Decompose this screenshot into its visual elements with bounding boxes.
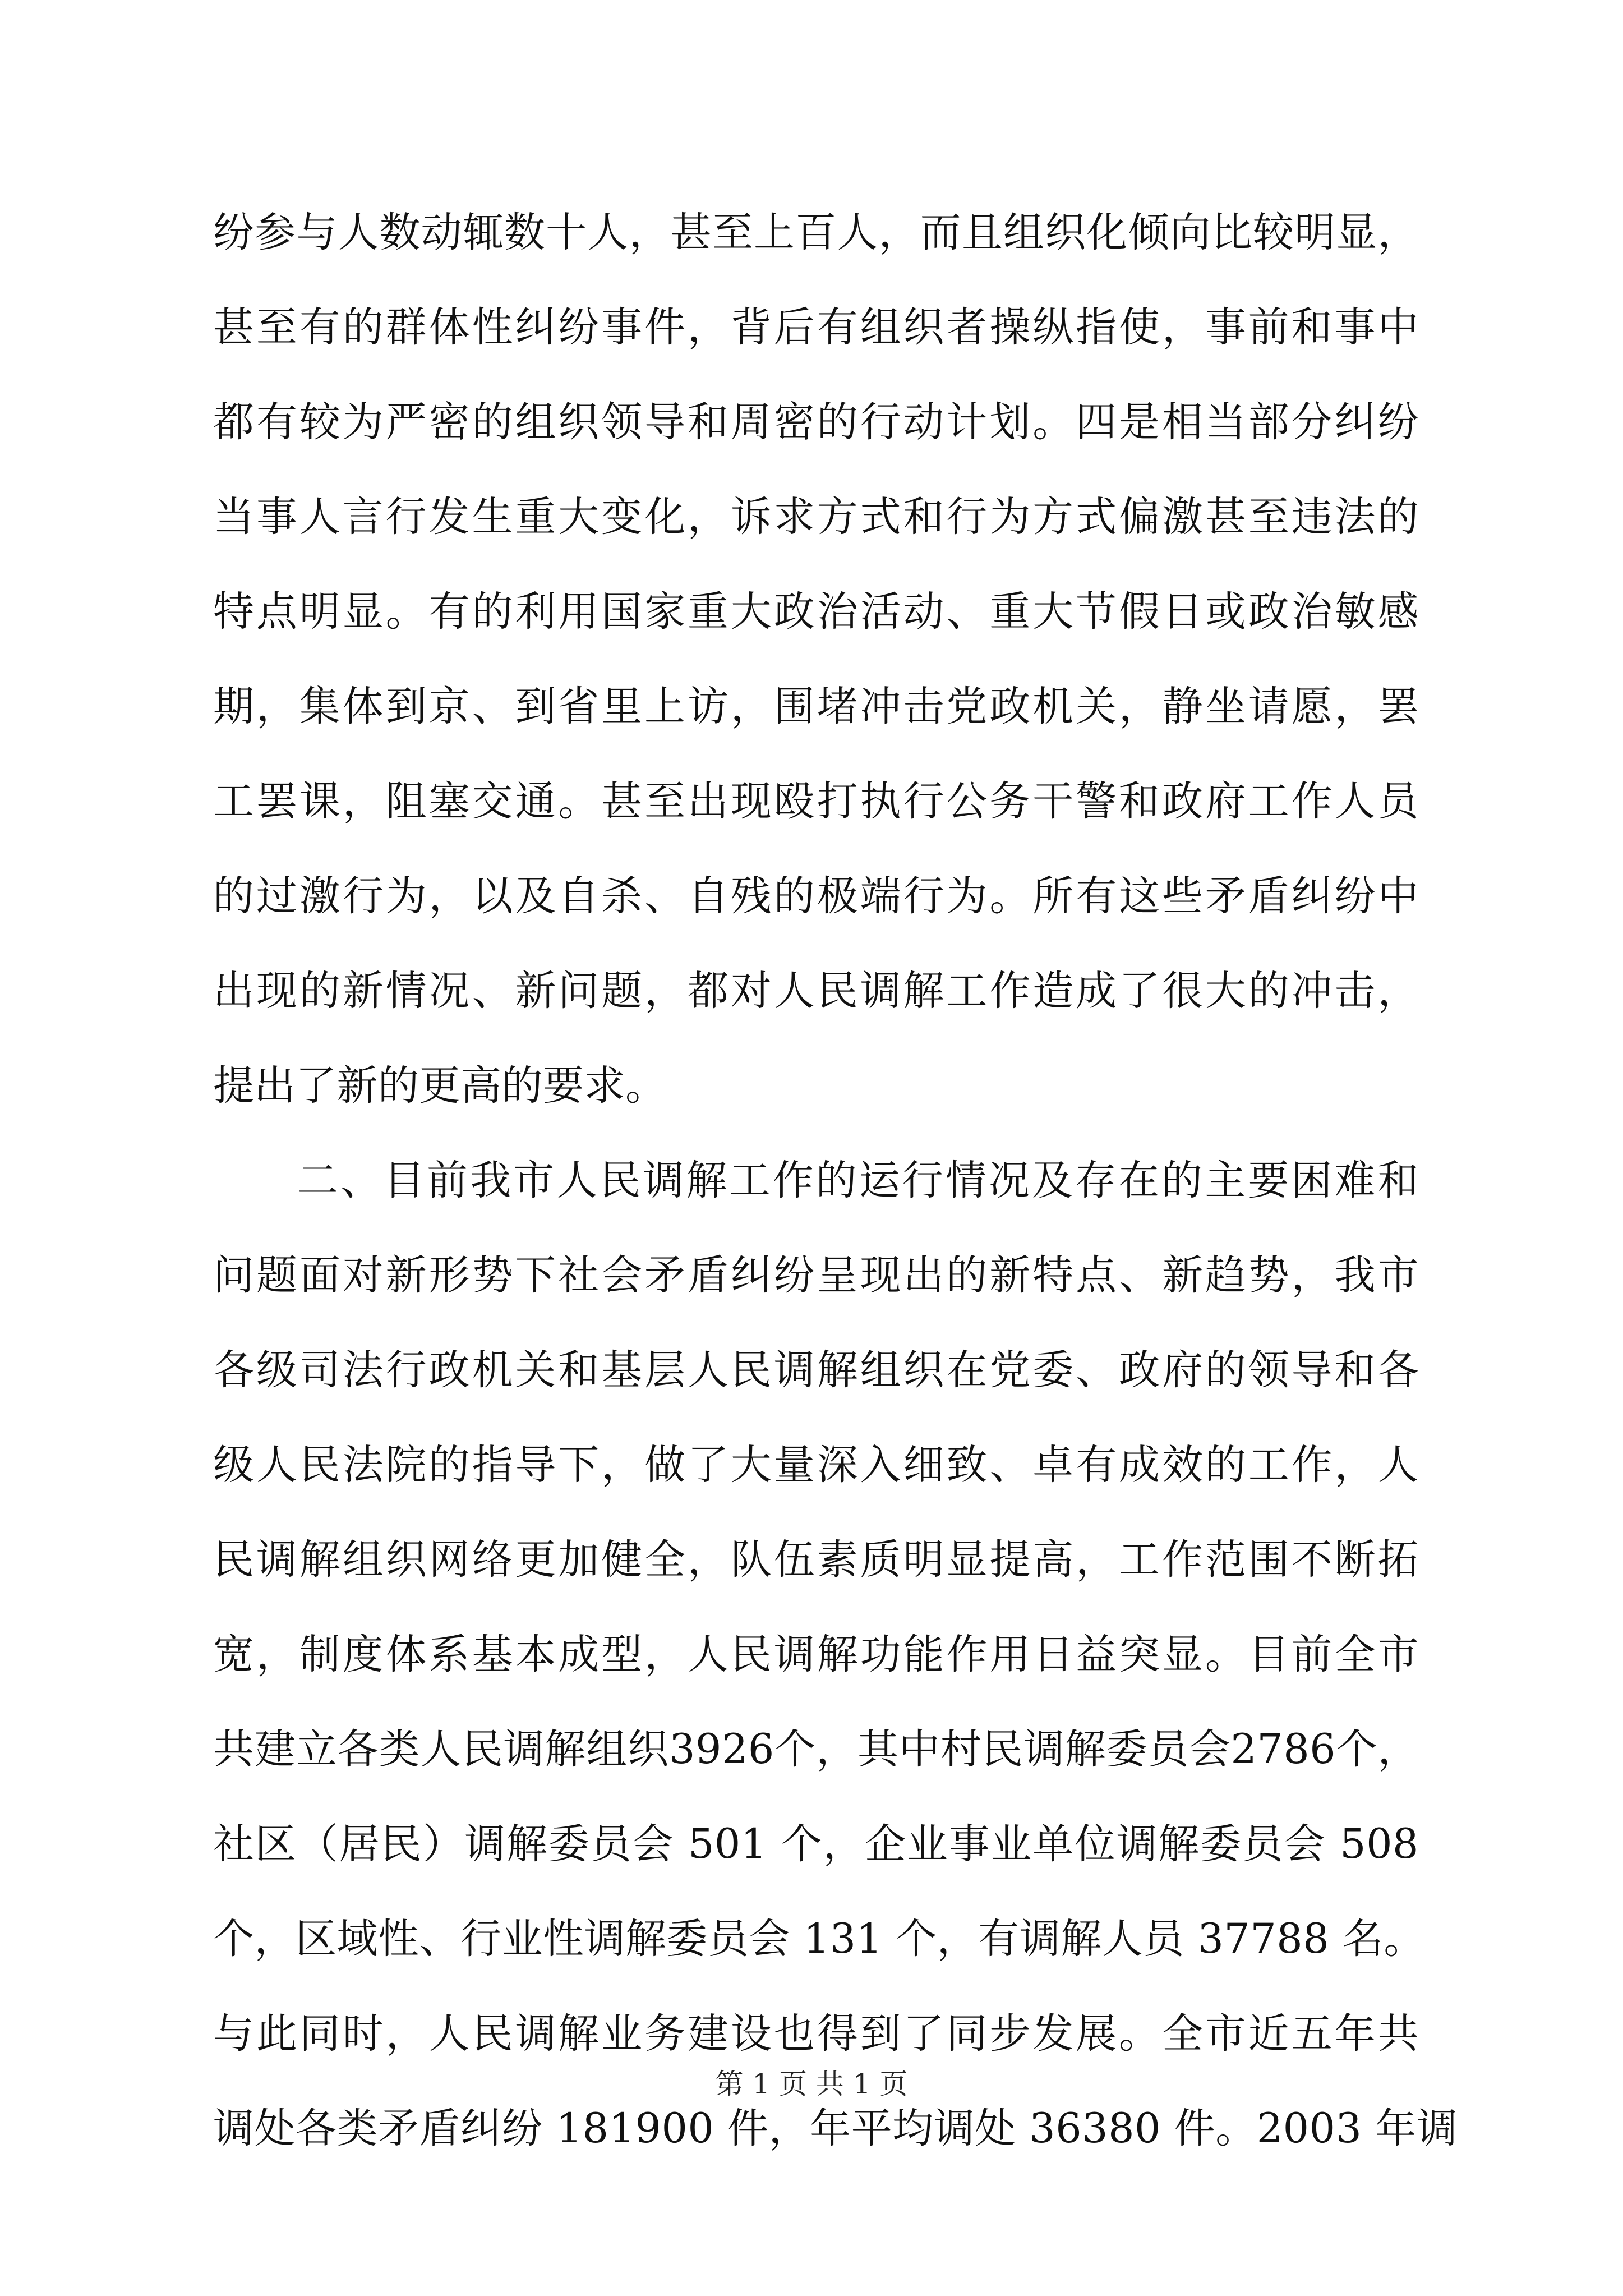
text-line: 提出了新的更高的要求。 bbox=[213, 1062, 667, 1110]
text-line: 宽，制度体系基本成型，人民调解功能作用日益突显。目前全市 bbox=[213, 1631, 1419, 1678]
text-line: 社区（居民）调解委员会 501 个，企业事业单位调解委员会 508 bbox=[213, 1820, 1419, 1868]
text-line: 共建立各类人民调解组织3926个，其中村民调解委员会2786个， bbox=[213, 1726, 1419, 1773]
text-line: 与此同时，人民调解业务建设也得到了同步发展。全市近五年共 bbox=[213, 2010, 1419, 2058]
text-line: 出现的新情况、新问题，都对人民调解工作造成了很大的冲击， bbox=[213, 967, 1419, 1015]
text-line: 各级司法行政机关和基层人民调解组织在党委、政府的领导和各 bbox=[213, 1346, 1419, 1394]
text-line: 甚至有的群体性纠纷事件，背后有组织者操纵指使，事前和事中 bbox=[213, 303, 1419, 351]
text-line: 期，集体到京、到省里上访，围堵冲击党政机关，静坐请愿，罢 bbox=[213, 683, 1419, 730]
text-line: 都有较为严密的组织领导和周密的行动计划。四是相当部分纠纷 bbox=[213, 398, 1419, 446]
page-number-footer: 第 1 页 共 1 页 bbox=[715, 2068, 908, 2100]
text-line: 工罢课，阻塞交通。甚至出现殴打执行公务干警和政府工作人员 bbox=[213, 777, 1419, 825]
section-heading-line: 二、目前我市人民调解工作的运行情况及存在的主要困难和 bbox=[297, 1157, 1419, 1204]
text-line: 当事人言行发生重大变化，诉求方式和行为方式偏激甚至违法的 bbox=[213, 493, 1419, 541]
text-line: 级人民法院的指导下，做了大量深入细致、卓有成效的工作，人 bbox=[213, 1441, 1419, 1489]
text-line: 特点明显。有的利用国家重大政治活动、重大节假日或政治敏感 bbox=[213, 588, 1419, 636]
text-line: 纷参与人数动辄数十人，甚至上百人，而且组织化倾向比较明显， bbox=[213, 209, 1419, 256]
text-line: 问题面对新形势下社会矛盾纠纷呈现出的新特点、新趋势，我市 bbox=[213, 1251, 1419, 1299]
body-text bbox=[213, 185, 1458, 2176]
text-line: 的过激行为，以及自杀、自残的极端行为。所有这些矛盾纠纷中 bbox=[213, 872, 1419, 920]
text-line: 个，区域性、行业性调解委员会 131 个，有调解人员 37788 名。 bbox=[213, 1915, 1425, 1963]
text-line: 调处各类矛盾纠纷 181900 件，年平均调处 36380 件。2003 年调 bbox=[213, 2105, 1458, 2152]
text-line: 民调解组织网络更加健全，队伍素质明显提高，工作范围不断拓 bbox=[213, 1536, 1419, 1584]
